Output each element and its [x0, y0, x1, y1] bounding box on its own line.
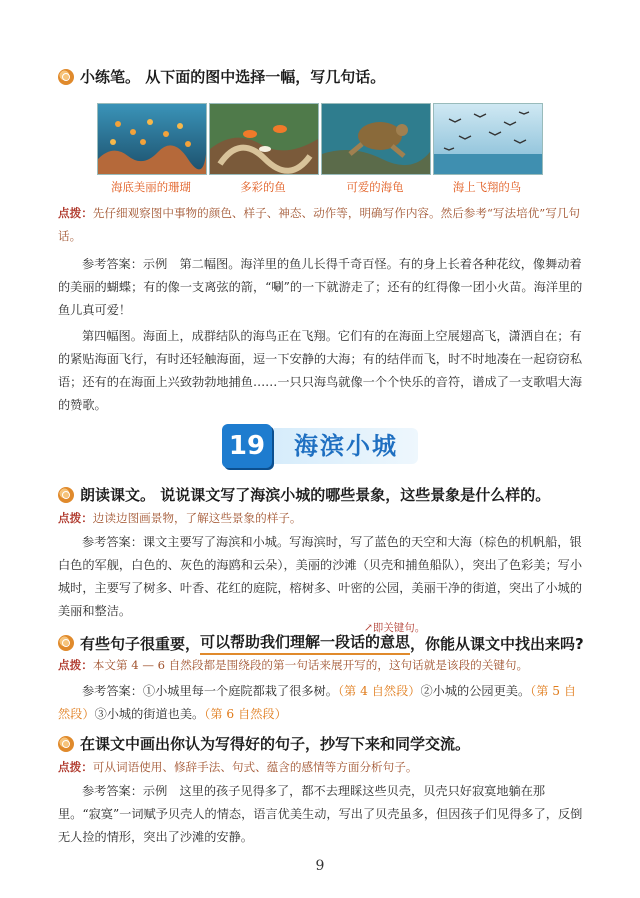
pencil-bullet-icon: [58, 736, 74, 752]
pencil-bullet-icon: [58, 635, 74, 651]
caption-coral: 海底美丽的珊瑚: [111, 180, 191, 194]
q1-answer-1: 参考答案：示例 第二幅图。海洋里的鱼儿长得千奇百怪。有的身上长着各种花纹，像舞动着的美丽的蝴蝶；有的像一支离弦的箭，“唰”的一下就游走了；还有的红得像一团小火苗。海洋里的鱼儿真可爱！: [58, 257, 583, 317]
q1-title: 小练笔。 从下面的图中选择一幅，写几句话。: [80, 68, 386, 86]
q3-answer-1-note: （第 4 自然段）: [337, 684, 421, 698]
q3-title-underlined: 可以帮助我们理解一段话的意思: [200, 631, 410, 655]
photo-fish: [209, 103, 319, 175]
q4-answer: 参考答案：示例 这里的孩子见得多了，都不去理睬这些贝壳，贝壳只好寂寞地躺在那里。“寂寞”一词赋予贝壳人的情态，语言优美生动，写出了贝壳虽多，但因孩子们见得多了，反倒无人捡的情形，突出了沙滩的安静。: [58, 784, 583, 844]
photo-birds: [433, 103, 543, 175]
q3-answer-1: 参考答案：①小城里每一个庭院都栽了很多树。: [82, 684, 338, 698]
lesson-title: 海滨小城: [274, 428, 418, 464]
q1-hint-label: 点拨：: [58, 206, 93, 220]
seabirds-image-icon: [434, 104, 542, 174]
q4-title: 在课文中画出你认为写得好的句子，抄写下来和同学交流。: [80, 735, 471, 753]
q1-hint-text: 先仔细观察图中事物的颜色、样子、神态、动作等，明确写作内容。然后参考“写法培优”写几句话。: [58, 206, 580, 243]
q3-annotation: ↗即关键句。: [364, 622, 426, 634]
lesson-banner: [222, 424, 418, 468]
q3-answer: [58, 680, 584, 726]
coral-image-icon: [98, 104, 206, 174]
q3-title-c: ，你能从课文中找出来吗?: [410, 634, 584, 653]
q2-title: 朗读课文。 说说课文写了海滨小城的哪些景象，这些景象是什么样的。: [80, 486, 551, 504]
q2-hint-text: 边读边图画景物，了解这些景象的样子。: [92, 511, 302, 525]
q3-title-a: 有些句子很重要，: [80, 634, 201, 653]
q4-heading: [58, 733, 470, 754]
q3-answer-2-note: （第 5 自然段）: [58, 684, 577, 721]
q1-hint: [58, 202, 584, 248]
page-number: 9: [315, 858, 325, 874]
turtle-image-icon: [322, 104, 430, 174]
q2-hint-label: 点拨：: [58, 511, 93, 525]
lesson-number: 19: [222, 424, 272, 468]
q3-answer-3-note: （第 6 自然段）: [204, 707, 287, 721]
q2-hint: [58, 507, 584, 530]
caption-birds: 海上飞翔的鸟: [452, 180, 522, 194]
q3-heading: [58, 631, 584, 655]
q4-hint: [58, 756, 584, 779]
photo-strip: [97, 103, 572, 198]
q3-hint: [58, 654, 584, 677]
q1-heading: [58, 66, 385, 87]
q3-hint-label: 点拨：: [58, 658, 93, 672]
q3-hint-text: 本文第 4 — 6 自然段都是围绕段的第一句话来展开写的，这句话就是该段的关键句。: [92, 658, 529, 672]
photo-coral: [97, 103, 207, 175]
caption-turtle: 可爱的海龟: [346, 180, 404, 194]
q2-heading: [58, 484, 550, 505]
photo-turtle: [321, 103, 431, 175]
fish-image-icon: [210, 104, 318, 174]
q3-answer-3: ③小城的街道也美。: [94, 707, 205, 721]
caption-fish: 多彩的鱼: [240, 180, 286, 194]
pencil-bullet-icon: [58, 69, 74, 85]
q2-answer: 参考答案：课文主要写了海滨和小城。写海滨时，写了蓝色的天空和大海（棕色的机帆船，银白色的军舰，白色的、灰色的海鸥和云朵），美丽的沙滩（贝壳和捕鱼船队），突出了色彩美；写小城时，主要写了树多、叶香、花红的庭院，榕树多、叶密的公园，美丽干净的街道，突出了小城的美丽和整洁。: [58, 535, 583, 618]
q4-hint-label: 点拨：: [58, 760, 93, 774]
q3-answer-2: ②小城的公园更美。: [420, 684, 531, 698]
q1-answer-2: 第四幅图。海面上，成群结队的海鸟正在飞翔。它们有的在海面上空展翅高飞，潇洒自在；有的紧贴海面飞行，有时还轻触海面，逗一下安静的大海；有的结伴而飞，时不时地凑在一起窃窃私语；还有的在海面上兴致勃勃地捕鱼……一只只海鸟就像一个个快乐的音符，谱成了一支歌唱大海的赞歌。: [58, 329, 583, 412]
pencil-bullet-icon: [58, 487, 74, 503]
q4-hint-text: 可从词语使用、修辞手法、句式、蕴含的感情等方面分析句子。: [92, 760, 418, 774]
